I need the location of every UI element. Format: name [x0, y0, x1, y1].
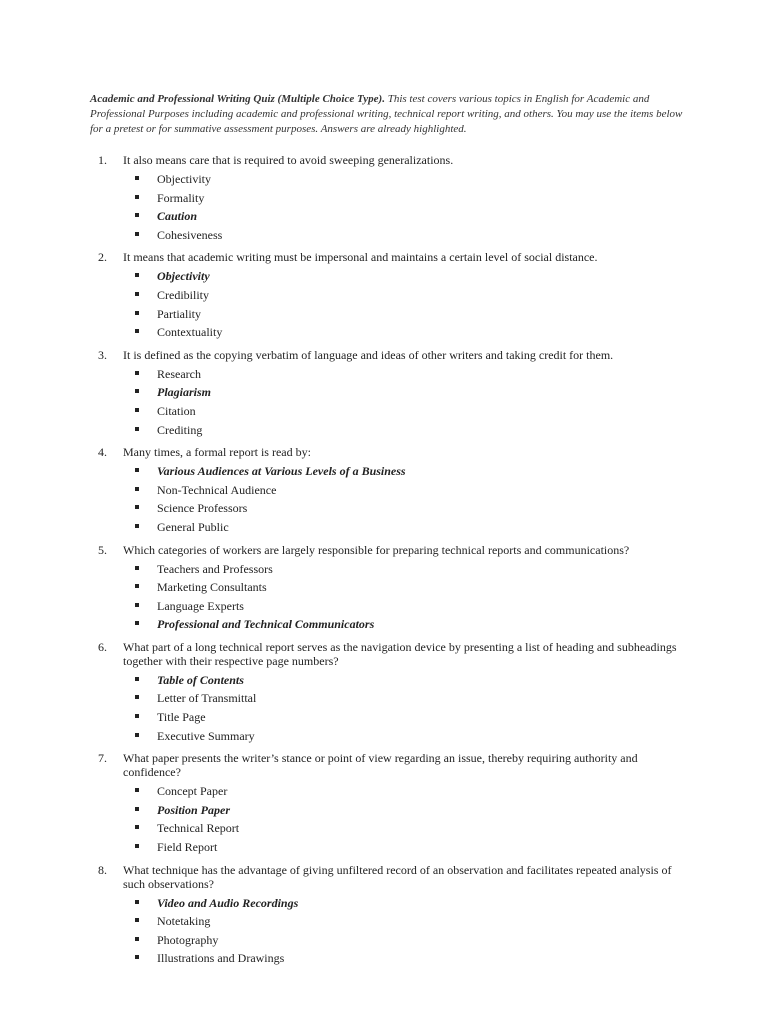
square-bullet-icon	[135, 176, 139, 180]
square-bullet-icon	[135, 195, 139, 199]
question-item	[90, 640, 690, 747]
square-bullet-icon	[135, 213, 139, 217]
question-text: It means that academic writing must be impersonal and maintains a certain level of social distance.	[123, 250, 598, 265]
option-item	[90, 172, 690, 191]
option-text: Citation	[157, 403, 196, 418]
option-item	[90, 784, 690, 803]
option-text: Concept Paper	[157, 784, 228, 799]
square-bullet-icon	[135, 427, 139, 431]
square-bullet-icon	[135, 505, 139, 509]
option-list	[90, 896, 690, 970]
option-list	[90, 269, 690, 343]
option-item	[90, 404, 690, 423]
question-number: 3.	[98, 347, 107, 362]
option-item	[90, 228, 690, 247]
square-bullet-icon	[135, 371, 139, 375]
square-bullet-icon	[135, 292, 139, 296]
square-bullet-icon	[135, 918, 139, 922]
option-text: Language Experts	[157, 598, 244, 613]
option-text: Illustrations and Drawings	[157, 951, 285, 966]
square-bullet-icon	[135, 329, 139, 333]
option-text: Field Report	[157, 840, 218, 855]
option-item	[90, 933, 690, 952]
option-item	[90, 367, 690, 386]
square-bullet-icon	[135, 955, 139, 959]
square-bullet-icon	[135, 232, 139, 236]
square-bullet-icon	[135, 468, 139, 472]
question-number: 2.	[98, 250, 107, 265]
option-text: Video and Audio Recordings	[157, 895, 299, 910]
option-item	[90, 951, 690, 970]
option-text: Position Paper	[157, 802, 231, 817]
square-bullet-icon	[135, 937, 139, 941]
answer-option	[90, 673, 690, 692]
option-text: Formality	[157, 190, 205, 205]
square-bullet-icon	[135, 389, 139, 393]
quiz-intro	[90, 92, 690, 137]
answer-option	[90, 803, 690, 822]
option-item	[90, 288, 690, 307]
question-number: 1.	[98, 153, 107, 167]
option-text: Partiality	[157, 306, 201, 321]
square-bullet-icon	[135, 825, 139, 829]
option-list	[90, 562, 690, 636]
square-bullet-icon	[135, 621, 139, 625]
question-item	[90, 543, 690, 636]
option-item	[90, 423, 690, 442]
option-text: General Public	[157, 519, 229, 534]
square-bullet-icon	[135, 524, 139, 528]
option-text: Professional and Technical Communicators	[157, 617, 375, 632]
question-item	[90, 445, 690, 538]
square-bullet-icon	[135, 677, 139, 681]
option-item	[90, 691, 690, 710]
answer-option	[90, 617, 690, 636]
option-list	[90, 172, 690, 246]
answer-option	[90, 464, 690, 483]
option-item	[90, 710, 690, 729]
square-bullet-icon	[135, 788, 139, 792]
quiz-title: Academic and Professional Writing Quiz (Multiple Choice Type).	[90, 93, 385, 105]
square-bullet-icon	[135, 311, 139, 315]
option-item	[90, 307, 690, 326]
option-item	[90, 562, 690, 581]
option-list	[90, 673, 690, 747]
option-text: Contextuality	[157, 325, 223, 340]
square-bullet-icon	[135, 566, 139, 570]
option-text: Crediting	[157, 422, 203, 437]
option-text: Teachers and Professors	[157, 561, 273, 576]
option-text: Non-Technical Audience	[157, 482, 277, 497]
option-item	[90, 520, 690, 539]
option-item	[90, 729, 690, 748]
option-text: Table of Contents	[157, 672, 244, 687]
option-item	[90, 914, 690, 933]
square-bullet-icon	[135, 408, 139, 412]
option-text: Photography	[157, 932, 219, 947]
question-text: Which categories of workers are largely responsible for preparing technical reports and communications?	[123, 542, 630, 557]
option-item	[90, 191, 690, 210]
question-text: Many times, a formal report is read by:	[123, 445, 311, 460]
question-item	[90, 153, 690, 246]
square-bullet-icon	[135, 733, 139, 737]
square-bullet-icon	[135, 273, 139, 277]
answer-option	[90, 896, 690, 915]
question-number: 7.	[98, 751, 107, 766]
option-list	[90, 784, 690, 858]
option-item	[90, 483, 690, 502]
option-text: Notetaking	[157, 914, 211, 929]
square-bullet-icon	[135, 584, 139, 588]
question-item	[90, 751, 690, 858]
answer-option	[90, 269, 690, 288]
quiz-description: This test covers various topics in English for Academic and Professional Purposes including academic and professional writing, technical report writing, and others. You may use the items below for a pretest or for summative assessment purposes. Answers are already highlighted.	[90, 93, 683, 135]
question-item	[90, 863, 690, 970]
question-text: What technique has the advantage of giving unfiltered record of an observation and facilitates repeated analysis of such observations?	[123, 862, 672, 891]
option-list	[90, 367, 690, 441]
question-list	[90, 153, 690, 974]
option-item	[90, 840, 690, 859]
option-text: Research	[157, 366, 201, 381]
square-bullet-icon	[135, 487, 139, 491]
question-number: 6.	[98, 639, 107, 654]
question-number: 4.	[98, 445, 107, 460]
question-text: It also means care that is required to avoid sweeping generalizations.	[123, 153, 454, 167]
option-item	[90, 501, 690, 520]
square-bullet-icon	[135, 807, 139, 811]
question-text: It is defined as the copying verbatim of language and ideas of other writers and taking credit for them.	[123, 347, 614, 362]
option-text: Executive Summary	[157, 728, 255, 743]
answer-option	[90, 385, 690, 404]
option-item	[90, 580, 690, 599]
option-text: Letter of Transmittal	[157, 691, 257, 706]
option-text: Cohesiveness	[157, 227, 223, 242]
square-bullet-icon	[135, 844, 139, 848]
option-text: Plagiarism	[157, 385, 212, 400]
question-text: What part of a long technical report serves as the navigation device by presenting a list of heading and subheadings together with their respective page numbers?	[123, 639, 677, 668]
option-text: Caution	[157, 209, 198, 224]
option-list	[90, 464, 690, 538]
option-text: Marketing Consultants	[157, 580, 267, 595]
option-text: Credibility	[157, 287, 209, 302]
question-item	[90, 250, 690, 343]
square-bullet-icon	[135, 714, 139, 718]
question-number: 8.	[98, 862, 107, 877]
option-text: Objectivity	[157, 172, 211, 186]
option-text: Technical Report	[157, 821, 240, 836]
square-bullet-icon	[135, 900, 139, 904]
square-bullet-icon	[135, 603, 139, 607]
question-item	[90, 348, 690, 441]
option-text: Objectivity	[157, 269, 210, 284]
option-item	[90, 599, 690, 618]
answer-option	[90, 209, 690, 228]
square-bullet-icon	[135, 695, 139, 699]
option-item	[90, 325, 690, 344]
question-text: What paper presents the writer’s stance or point of view regarding an issue, thereby requiring authority and confidence?	[123, 751, 638, 780]
option-text: Title Page	[157, 710, 206, 725]
question-number: 5.	[98, 542, 107, 557]
option-text: Science Professors	[157, 501, 248, 516]
option-text: Various Audiences at Various Levels of a Business	[157, 464, 406, 479]
option-item	[90, 821, 690, 840]
